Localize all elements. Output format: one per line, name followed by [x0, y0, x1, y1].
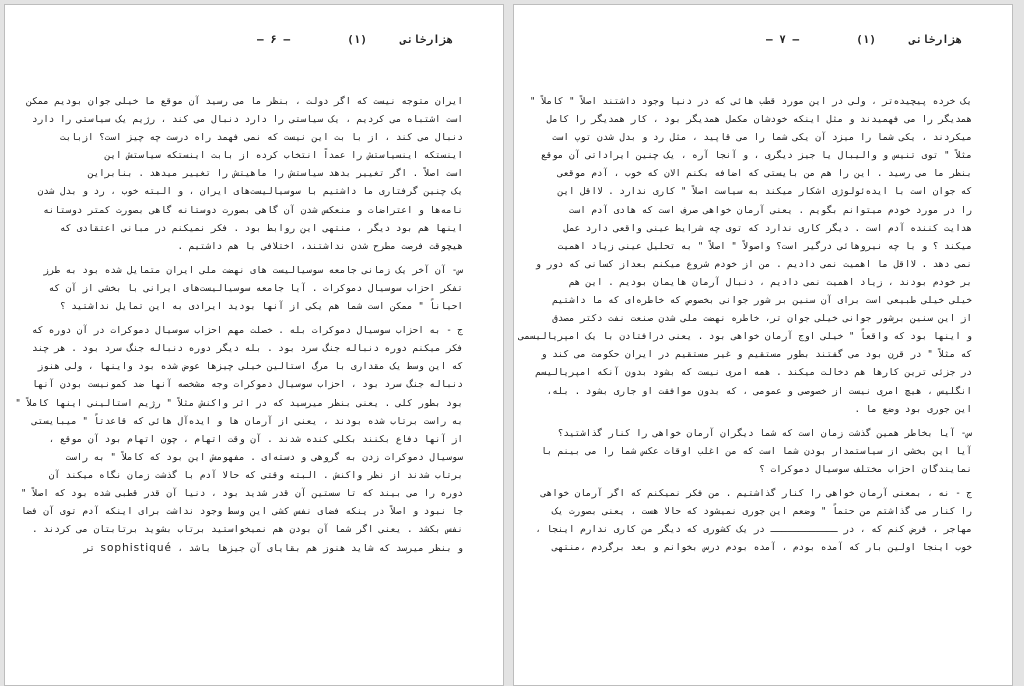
text-line: همدیگر را می فهمیدند و مثل اینکه خودشان مکمل همدیگر بود ، کار همدیگر را کامل [546, 114, 972, 126]
text-line: بر خودم بودند ، زیاد اهمیت نمی دادیم ، دنبال آرمان هایمان بودیم . این هم [569, 276, 972, 288]
page-number: — ۷ — [766, 33, 800, 46]
text-line: بود بطور کلی . یعنی بنظر میرسید که در اثر واکنش مثلاً " رژیم استالینی اینها کاملاً " [15, 397, 463, 409]
text-line: دوره را می بیند که تا سستین آن قدر شدید بود ، دنیا آن قدر قطبی شده بود که اصلاً " [20, 487, 463, 499]
text-line: نامه‌ها و اعتراضات و منعکس شدن آن گاهی بصورت دوستانه گاهی بصورت کمتر دوستانه [43, 204, 463, 216]
text-line: و بنظر میرسد که شاید هنوز هم بقایای آن جیزها باشد ، sophistiqué تر [83, 542, 463, 555]
text-line: که این وسط یک مقداری با مرگ استالین خیلی چیزها عوض شده بود واینها ، ولی هنوز [37, 361, 463, 373]
text-line: این جوری بود وضع ما . [854, 403, 972, 415]
header-volume: (۱) [856, 33, 876, 46]
text-line: مهاجر ، فرض کنم که ، در ــــــــــــ در یک کشوری که دیگر من کاری ندارم اینجا ، [535, 524, 972, 536]
text-line: که جوان است با ایده‌ئولوژی اشکار میکند به سیاست اصلاً " کاری ندارد . لااقل این [557, 186, 972, 198]
text-line: اینها هم بود دیگر ، منتهی این روابط بود . فکر نمیکنم در مبانی اعتقادی که [60, 222, 463, 234]
text-line: برتاب شدند از نظر واکنش . البته وقتی که حالا آدم با گذشت زمان نگاه میکند آن [48, 469, 463, 481]
text-line: از آنها دفاع بکنند بکلی کنده شدند . آن وقت اتهام ، چون اتهام بود آن موقع ، [48, 433, 463, 445]
text-line: را کنار می گذاشتم من حتماً " وضعم این جوری نمیشود که حالا هست ، یعنی بصورت یک [552, 506, 972, 518]
text-line: خیلی خیلی طبیعی است برای آن سنین بر شور جوانی بخصوص که خاطره‌ای که ما داشتیم [552, 295, 972, 307]
text-line: جا نبود و اصلاً در ینکه فضای نفس کشی این وسط وجود نداشت برای اینکه آدم توی آن فضا [20, 506, 463, 518]
text-line: از این سنین برشور جوانی خیلی جوان تر، خاطره نهضت ملی شدن صنعت نفت دکتر مصدق [552, 313, 972, 325]
text-line: را در مورد خودم میتوانم بگویم . یعنی آرمان خواهی صرف است که هادی آدم است [569, 204, 972, 216]
text-line: بنظر ما می رسید . این را هم من بایستی که اضافه بکنم الان که خوب ، آدم موقعی [557, 168, 972, 180]
page-body-text [518, 93, 972, 557]
text-line: نفس بکشد . یعنی اگر شما آن بودن هم نمیخواستید برتاب بشوید برتابتان می کردند . [32, 524, 463, 536]
text-line: س- آن آخر یک زمانی جامعه سوسیالیست های نهضت ملی ایران متمایل شده بود به طرز [43, 264, 463, 276]
text-line: احیاناً " ممکن است شما هم یکی از آنها بودید ایرادی به این تمایل نداشتید ؟ [60, 301, 463, 313]
text-line: خوب اینجا اولین بار که آمده بودم ، آمده بودم درس بخوانم و بعد برگردم ،منتهی [552, 542, 972, 554]
page-header [566, 33, 962, 49]
header-title: هزارخانی [909, 33, 962, 46]
text-line: میکردند ، یکی شما را میزد آن یکی شما را می قاپید ، مثل رد و بدل شدن توپ است [552, 132, 972, 144]
text-line: فکر میکنم دوره دنباله جنگ سرد بود . بله دیگر دوره دنباله جنگ سرد بود . هر چند [32, 343, 463, 355]
header-volume: (۱) [347, 33, 367, 46]
text-line: هیچوقت فرصت مطرح شدن نداشتند، اختلافی با هم داشتیم . [177, 240, 463, 252]
header-title: هزارخانی [400, 33, 453, 46]
text-line: س- آیا بخاطر همین گذشت زمان است که شما دیگران آرمان خواهی را کنار گذاشتید؟ [557, 427, 972, 439]
text-line: ج - نه ، بمعنی آرمان خواهی را کنار گذاشتیم . من فکر نمیکنم که اگر آرمان خواهی [541, 487, 972, 499]
text-line: آیا این بخشی از سیاستمدار بودن شما است که من اغلب اوقات عکس شما را می بینم با [541, 445, 972, 457]
text-line: که مثلاً " در قرن بود می گفتند بطور مستقیم و غیر مستقیم در ایران حکومت می کند و [541, 349, 972, 361]
text-line: در جزئی ترین کارها هم دخالت میکند . همه امری نیست که بشود بدون آنکه امپریالیسم [535, 367, 972, 379]
page-header [57, 33, 453, 49]
page-7 [513, 4, 1013, 686]
text-line: اینستکه اینسیاستش را عمداً انتخاب کرده از بابت اینستکه سیاستش این [104, 150, 463, 162]
text-line: هدایت کننده آدم است . دیگر کاری ندارد که توی چه شرایط عینی واقعی دارد عمل [563, 222, 972, 234]
text-line: ایران متوجه نیست که اگر دولت ، بنظر ما می رسید آن موقع ما خیلی جوان بودیم ممکن [26, 96, 463, 107]
text-line: میکند ؟ و با چه نیروهائی درگیر است؟ واصولاً " اصلاً " به تحلیل عینی زیاد اهمیت [557, 240, 972, 252]
page-number: — ۶ — [257, 33, 291, 46]
text-line: به راست برتاب شده بودند ، یعنی از آرمان ها و ایده‌آل هائی که قاعدتاً " میبایستی [32, 415, 463, 427]
text-line: دنبال می کند ، از با بت این نیست که نمی فهمد راه درست چه چیز است؟ ازبابت [60, 132, 463, 144]
page-body-text [15, 93, 463, 557]
text-line: تفکر احزاب سوسیال دموکرات . آیا جامعه سوسیالیست‌های ایرانی با بخشی از آن که [48, 282, 463, 294]
text-line: نمی دهد . لااقل ما اهمیت نمی دادیم . من از خودم شروع میکنم بعداز کسانی که دور و [535, 258, 972, 270]
text-line: سوسیال دموکرات زدن به گروهی و دسته‌ای . مفهومش این بود که کاملاً " به راست [65, 451, 463, 463]
text-line: و اینها بود که واقعاً " خیلی اوج آرمان خواهی بود . یعنی درافتادن با یک امپریالیسمی [518, 331, 972, 343]
text-line: انگلیس ، هیچ امری نیست از خصوصی و عمومی ، که بدون موافقت او جاری بشود . بله، [546, 385, 972, 397]
text-line: نمایندگان احزاب مختلف سوسیال دموکرات ؟ [759, 463, 972, 475]
text-line: مثلاً " توی تنیس و والیبال یا جیز دیگری ، و آنجا آره ، یک چنین ایراداتی آن موقع [541, 150, 972, 162]
text-line: یک خرده پیچیده‌تر ، ولی در این مورد قطب هائی که در دنیا وجود داشتند اصلاً " کاملاً " [529, 96, 972, 107]
text-line: دنباله جنگ سرد بود ، احزاب سوسیال دموکرات وجه مشخصه آنها ضد کمونیست بودن آنها [32, 379, 463, 391]
page-6 [4, 4, 504, 686]
text-line: است اشتباه می کردیم ، یک سیاستی را دارد دنبال می کند ، رژیم یک سیاستی را دارد [32, 114, 463, 126]
text-line: یک چنین گرفتاری ما داشتیم با سوسیالیست‌های ایران ، و البته خوب ، رد و بدل شدن [37, 186, 463, 198]
latin-word: sophistiqué [100, 542, 172, 555]
text-line: ج - به احزاب سوسیال دموکرات بله . خصلت مهم احزاب سوسیال دموکرات در آن دوره که [32, 325, 463, 337]
text-line: است اصلاً . اگر تغییر بدهد سیاستش را ماهیتش را تغییر میدهد . بنابراین [87, 168, 463, 180]
